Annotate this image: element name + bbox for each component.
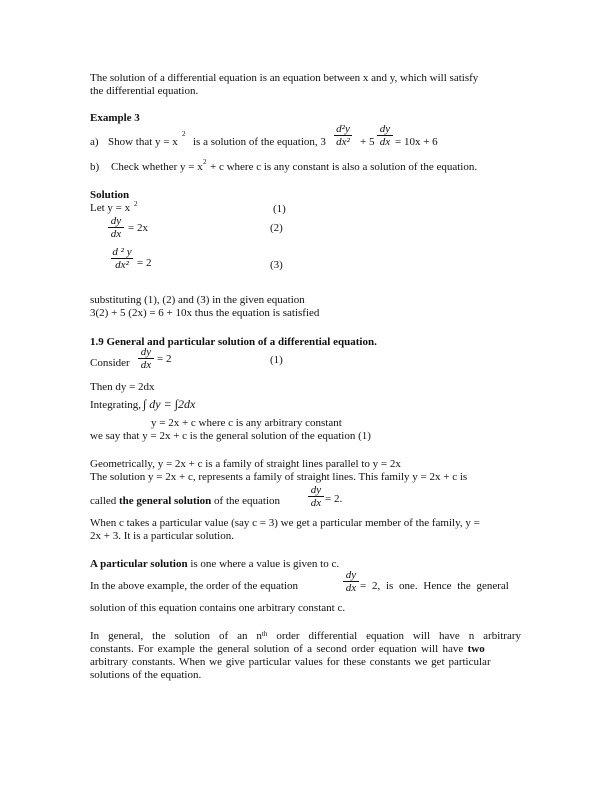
then-line: Then dy = 2dx xyxy=(90,381,155,393)
bold-term: A particular solution xyxy=(90,558,188,570)
general-line-2 xyxy=(90,643,485,656)
consider-label: Consider xyxy=(90,357,130,369)
fraction-denominator: dx² xyxy=(336,136,350,148)
consider-equation-number: (1) xyxy=(270,354,283,366)
intro-line-1: The solution of a differential equation is an equation between x and y, which will satisfy xyxy=(90,72,479,84)
let-sup: 2 xyxy=(134,200,138,208)
let-statement: Let y = x xyxy=(90,202,131,214)
general-line-1 xyxy=(90,630,521,643)
fraction-dy-dx-consider xyxy=(138,346,154,371)
integration-result: y = 2x + c where c is any arbitrary constant xyxy=(151,417,342,429)
fraction-d2y-dx2 xyxy=(334,123,352,148)
text: of the equation xyxy=(211,495,281,507)
fraction-dy-dx-order xyxy=(343,569,359,594)
text: is one where a value is given to c. xyxy=(187,558,340,570)
equation-number-3: (3) xyxy=(270,259,283,271)
fraction-numerator: dy xyxy=(110,215,122,227)
equation-number-2: (2) xyxy=(270,222,283,234)
example-heading: Example 3 xyxy=(90,112,140,124)
fraction-denominator: dx xyxy=(140,359,152,371)
equation-number-1: (1) xyxy=(273,203,286,215)
geometry-line-2: The solution y = 2x + c, represents a family of straight lines. This family y = 2x + c is xyxy=(90,471,468,483)
part-a-label: a) xyxy=(90,136,99,148)
part-a-text-2: is a solution of the equation, 3 xyxy=(193,136,326,148)
fraction-dy-dx-geometry xyxy=(308,484,324,509)
part-a-plus: + 5 xyxy=(360,136,375,148)
fraction-denominator: dx² xyxy=(115,259,129,271)
particular-line-3: solution of this equation contains one arbitrary constant c. xyxy=(90,602,346,614)
fraction-denominator: dx xyxy=(110,228,122,240)
geometry-rhs: = 2. xyxy=(325,493,343,505)
geometry-line-3 xyxy=(90,495,280,508)
part-b-text-1: Check whether y = x xyxy=(111,161,203,173)
fraction-numerator: dy xyxy=(140,346,152,358)
substitution-line-2: 3(2) + 5 (2x) = 6 + 10x thus the equation is satisfied xyxy=(90,307,320,319)
order-text-b: = 2, is one. Hence the general xyxy=(360,580,509,592)
geometry-line-1: Geometrically, y = 2x + c is a family of straight lines parallel to y = 2x xyxy=(90,458,401,470)
superscript: th xyxy=(261,630,268,638)
intro-line-2: the differential equation. xyxy=(90,85,199,97)
part-b-sup: 2 xyxy=(203,158,207,166)
part-a-sup: 2 xyxy=(182,130,186,138)
geometry-line-4: When c takes a particular value (say c = 3) we get a particular member of the family, y = xyxy=(90,517,480,529)
text: In general, the solution of an n xyxy=(90,630,262,642)
solution-heading: Solution xyxy=(90,189,130,201)
second-derivative-rhs: = 2 xyxy=(137,257,152,269)
integrating-label: Integrating, xyxy=(90,399,142,411)
text: called xyxy=(90,495,120,507)
part-a-rhs: = 10x + 6 xyxy=(395,136,438,148)
general-solution-statement: we say that y = 2x + c is the general solution of the equation (1) xyxy=(90,430,371,442)
bold-term: two xyxy=(467,643,485,655)
fraction-denominator: dx xyxy=(345,582,357,594)
order-text-a: In the above example, the order of the equation xyxy=(90,580,299,592)
fraction-denominator: dx xyxy=(310,497,322,509)
fraction-numerator: dy xyxy=(310,484,322,496)
part-b-text-2: + c where c is any constant is also a solution of the equation. xyxy=(210,161,478,173)
fraction-d2y-dx2-solution xyxy=(111,246,133,271)
first-derivative-rhs: = 2x xyxy=(128,222,148,234)
text: constants. For example the general solution of a second order equation will have xyxy=(90,643,468,655)
geometry-line-5: 2x + 3. It is a particular solution. xyxy=(90,530,234,542)
part-a-text-1: Show that y = x xyxy=(108,136,178,148)
general-line-3: arbitrary constants. When we give particular values for these constants we get particular xyxy=(90,656,491,668)
fraction-dy-dx-solution xyxy=(108,215,124,240)
particular-definition xyxy=(90,558,339,571)
fraction-denominator: dx xyxy=(379,136,391,148)
general-line-4: solutions of the equation. xyxy=(90,669,202,681)
fraction-numerator: d ² y xyxy=(112,246,132,258)
fraction-numerator: d²y xyxy=(336,123,350,135)
fraction-numerator: dy xyxy=(379,123,391,135)
integral-expression: ∫ dy = ∫2dx xyxy=(143,397,196,411)
consider-rhs: = 2 xyxy=(157,353,172,365)
substitution-line-1: substituting (1), (2) and (3) in the given equation xyxy=(90,294,305,306)
bold-term: the general solution xyxy=(119,495,212,507)
section-heading: 1.9 General and particular solution of a differential equation. xyxy=(90,336,377,348)
fraction-numerator: dy xyxy=(345,569,357,581)
text: order differential equation will have n arbitrary xyxy=(267,630,522,642)
fraction-dy-dx xyxy=(377,123,393,148)
part-b-label: b) xyxy=(90,161,100,173)
